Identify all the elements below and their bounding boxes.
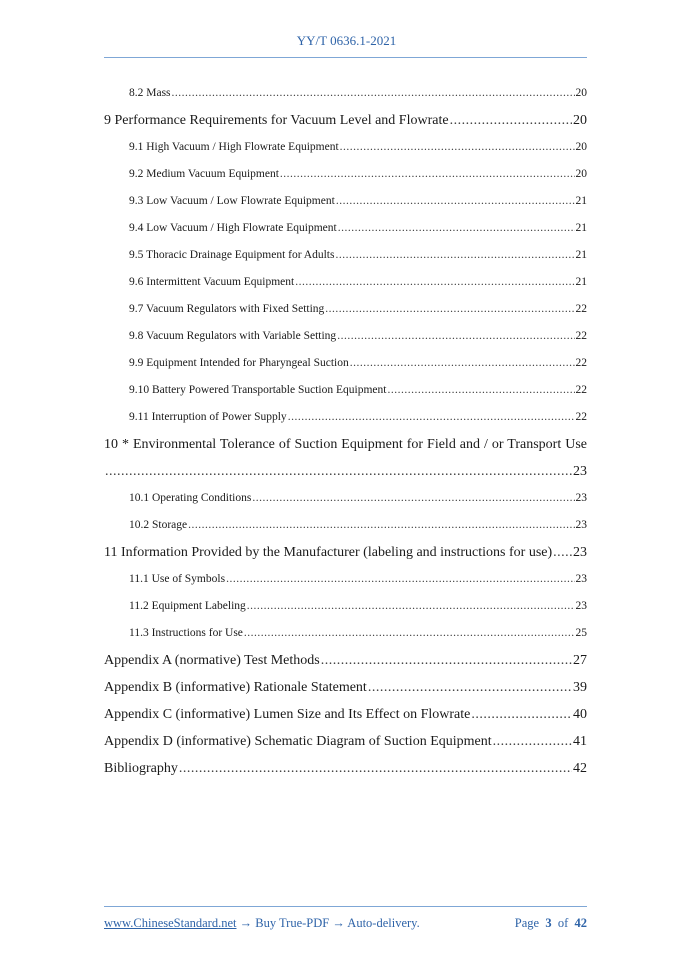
toc-entry-11-1[interactable] xyxy=(104,566,587,593)
toc-entry-label: 9.3 Low Vacuum / Low Flowrate Equipment xyxy=(129,195,335,207)
toc-entry-label: 9.10 Battery Powered Transportable Suction Equipment xyxy=(129,384,387,396)
toc-entry-label: 9.7 Vacuum Regulators with Fixed Setting xyxy=(129,303,325,315)
page-prefix: Page xyxy=(514,916,540,930)
toc-entry-page: 21 xyxy=(575,249,587,261)
toc-entry-label: Bibliography xyxy=(104,761,178,776)
toc-entry-appendix-c[interactable] xyxy=(104,701,587,728)
toc-entry-page: 27 xyxy=(573,653,587,668)
toc-entry-label: 10.1 Operating Conditions xyxy=(129,492,252,504)
leader-dots xyxy=(337,323,574,350)
leader-dots xyxy=(321,647,572,674)
toc-entry-page: 25 xyxy=(575,627,587,639)
toc-entry-9-5[interactable] xyxy=(104,242,587,269)
toc-entry-label: 11.2 Equipment Labeling xyxy=(129,600,246,612)
toc-entry-9-3[interactable] xyxy=(104,188,587,215)
toc-entry-page: 23 xyxy=(575,492,587,504)
toc-entry-11[interactable] xyxy=(104,539,587,566)
toc-entry-appendix-d[interactable] xyxy=(104,728,587,755)
leader-dots xyxy=(325,296,574,323)
toc-entry-page: 22 xyxy=(575,411,587,423)
toc-entry-page: 22 xyxy=(575,384,587,396)
toc-entry-page: 22 xyxy=(575,303,587,315)
toc-entry-page: 41 xyxy=(573,734,587,749)
toc-entry-page: 23 xyxy=(575,600,587,612)
leader-dots xyxy=(172,80,575,107)
toc-entry-page: 23 xyxy=(573,464,587,479)
toc-entry-10-1[interactable] xyxy=(104,485,587,512)
toc-entry-page: 21 xyxy=(575,222,587,234)
toc-entry-label: 9.5 Thoracic Drainage Equipment for Adults xyxy=(129,249,335,261)
toc-entry-9-2[interactable] xyxy=(104,161,587,188)
toc-entry-page: 39 xyxy=(573,680,587,695)
page-current: 3 xyxy=(545,916,552,930)
toc-entry-8-2[interactable] xyxy=(104,80,587,107)
toc-entry-label: 10.2 Storage xyxy=(129,519,188,531)
toc-entry-page: 20 xyxy=(575,168,587,180)
leader-dots xyxy=(471,701,572,728)
leader-dots xyxy=(350,350,575,377)
page-total: 42 xyxy=(574,916,587,930)
toc-entry-label: 9.9 Equipment Intended for Pharyngeal Suction xyxy=(129,357,349,369)
toc-entry-9-10[interactable] xyxy=(104,377,587,404)
toc-entry-label: 11.1 Use of Symbols xyxy=(129,573,226,585)
website-link[interactable]: www.ChineseStandard.net xyxy=(104,916,237,930)
toc-entry-page: 23 xyxy=(573,545,587,560)
toc-entry-page: 21 xyxy=(575,195,587,207)
leader-dots xyxy=(288,404,575,431)
page-of: of xyxy=(557,916,569,930)
toc-entry-label: Appendix C (informative) Lumen Size and Its Effect on Flowrate xyxy=(104,707,471,722)
header-divider xyxy=(104,57,587,58)
page-number xyxy=(515,916,587,931)
leader-dots xyxy=(368,674,572,701)
toc-entry-label: 11 Information Provided by the Manufacturer (labeling and instructions for use) xyxy=(104,545,553,560)
leader-dots xyxy=(450,107,572,134)
toc-entry-page: 40 xyxy=(573,707,587,722)
toc-entry-appendix-a[interactable] xyxy=(104,647,587,674)
toc-entry-label: Appendix D (informative) Schematic Diagram of Suction Equipment xyxy=(104,734,492,749)
leader-dots xyxy=(247,593,575,620)
toc-entry-11-2[interactable] xyxy=(104,593,587,620)
leader-dots xyxy=(105,458,572,485)
toc-entry-label: 9 Performance Requirements for Vacuum Level and Flowrate xyxy=(104,113,449,128)
leader-dots xyxy=(338,215,575,242)
toc-entry-page: 23 xyxy=(575,573,587,585)
leader-dots xyxy=(244,620,575,647)
toc-entry-appendix-b[interactable] xyxy=(104,674,587,701)
toc-entry-bibliography[interactable] xyxy=(104,755,587,782)
leader-dots xyxy=(340,134,575,161)
leader-dots xyxy=(493,728,572,755)
toc-entry-9-7[interactable] xyxy=(104,296,587,323)
toc-entry-label: Appendix A (normative) Test Methods xyxy=(104,653,320,668)
toc-entry-label: 9.4 Low Vacuum / High Flowrate Equipment xyxy=(129,222,337,234)
leader-dots xyxy=(188,512,574,539)
toc-entry-9-6[interactable] xyxy=(104,269,587,296)
toc-entry-9-11[interactable] xyxy=(104,404,587,431)
toc-entry-9-8[interactable] xyxy=(104,323,587,350)
leader-dots xyxy=(336,188,575,215)
leader-dots xyxy=(179,755,572,782)
toc-entry-11-3[interactable] xyxy=(104,620,587,647)
toc-entry-label: 9.6 Intermittent Vacuum Equipment xyxy=(129,276,295,288)
table-of-contents xyxy=(104,80,587,782)
toc-entry-page: 42 xyxy=(573,761,587,776)
leader-dots xyxy=(226,566,574,593)
footer-promo xyxy=(104,916,420,931)
toc-entry-10-2[interactable] xyxy=(104,512,587,539)
toc-entry-label: Appendix B (informative) Rationale Statement xyxy=(104,680,367,695)
toc-entry-label: 9.11 Interruption of Power Supply xyxy=(129,411,287,423)
toc-entry-page: 22 xyxy=(575,330,587,342)
toc-entry-page: 23 xyxy=(575,519,587,531)
leader-dots xyxy=(252,485,574,512)
leader-dots xyxy=(387,377,574,404)
toc-entry-9-1[interactable] xyxy=(104,134,587,161)
running-footer xyxy=(104,916,587,931)
leader-dots xyxy=(553,539,572,566)
toc-entry-9-9[interactable] xyxy=(104,350,587,377)
toc-entry-page: 22 xyxy=(575,357,587,369)
toc-entry-10[interactable] xyxy=(104,458,587,485)
leader-dots xyxy=(280,161,575,188)
toc-entry-9[interactable] xyxy=(104,107,587,134)
leader-dots xyxy=(335,242,574,269)
toc-entry-label: 8.2 Mass xyxy=(129,87,171,99)
toc-entry-label: 11.3 Instructions for Use xyxy=(129,627,243,639)
toc-entry-10-title[interactable]: 10 * Environmental Tolerance of Suction Equipment for Field and / or Transport Use xyxy=(104,437,587,452)
running-header: YY/T 0636.1-2021 xyxy=(296,33,397,48)
toc-entry-page: 20 xyxy=(573,113,587,128)
footer-divider xyxy=(104,906,587,907)
toc-entry-page: 20 xyxy=(575,141,587,153)
toc-entry-label: 9.8 Vacuum Regulators with Variable Setting xyxy=(129,330,337,342)
toc-entry-label: 9.1 High Vacuum / High Flowrate Equipment xyxy=(129,141,339,153)
toc-entry-9-4[interactable] xyxy=(104,215,587,242)
toc-entry-page: 21 xyxy=(575,276,587,288)
toc-entry-label: 9.2 Medium Vacuum Equipment xyxy=(129,168,279,180)
leader-dots xyxy=(295,269,574,296)
toc-entry-page: 20 xyxy=(575,87,587,99)
footer-promo-text: → Buy True-PDF → Auto-delivery. xyxy=(236,916,420,930)
